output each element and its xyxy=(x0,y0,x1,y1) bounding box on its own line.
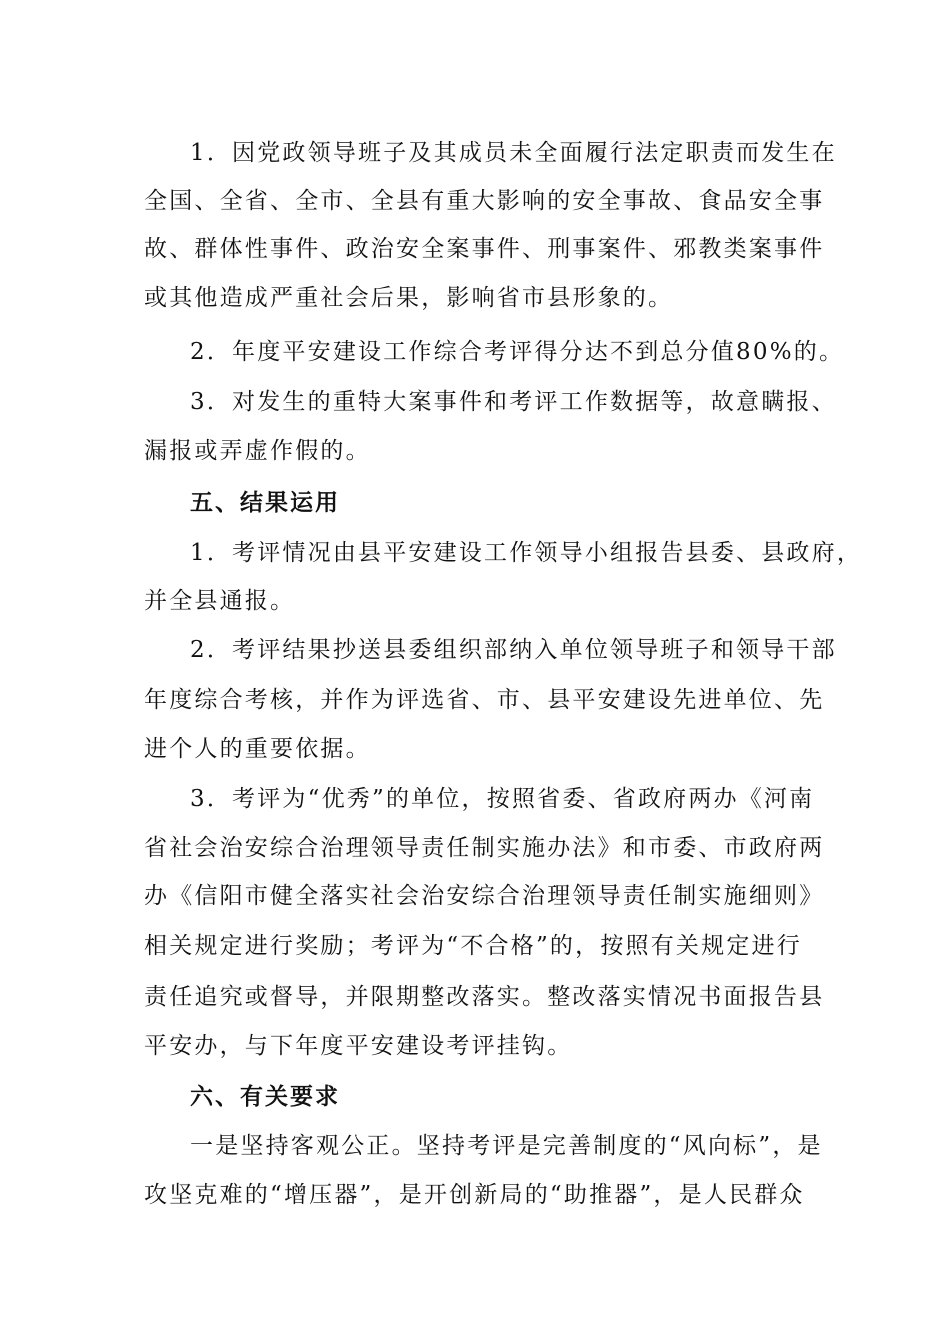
paragraph-line-15: 省社会治安综合治理领导责任制实施办法》和市委、市政府两 xyxy=(144,835,825,861)
paragraph-line-9: 1．考评情况由县平安建设工作领导小组报告县委、县政府， xyxy=(190,540,863,566)
paragraph-line-1: 1．因党政领导班子及其成员未全面履行法定职责而发生在 xyxy=(190,140,837,166)
paragraph-line-6: 3．对发生的重特大案事件和考评工作数据等，故意瞒报、 xyxy=(190,389,837,415)
paragraph-line-4: 或其他造成严重社会后果，影响省市县形象的。 xyxy=(144,285,674,311)
paragraph-line-12: 年度综合考核，并作为评选省、市、县平安建设先进单位、先 xyxy=(144,687,825,713)
paragraph-line-10: 并全县通报。 xyxy=(144,588,296,614)
paragraph-line-22: 攻坚克难的“增压器”，是开创新局的“助推器”，是人民群众 xyxy=(144,1182,805,1208)
paragraph-line-3: 故、群体性事件、政治安全案事件、刑事案件、邪教类案事件 xyxy=(144,236,825,262)
paragraph-line-14: 3．考评为“优秀”的单位，按照省委、省政府两办《河南 xyxy=(190,786,815,812)
paragraph-line-18: 责任追究或督导，并限期整改落实。整改落实情况书面报告县 xyxy=(144,984,825,1010)
paragraph-line-2: 全国、全省、全市、全县有重大影响的安全事故、食品安全事 xyxy=(144,188,825,214)
paragraph-line-19: 平安办，与下年度平安建设考评挂钩。 xyxy=(144,1033,573,1059)
paragraph-line-7: 漏报或弄虚作假的。 xyxy=(144,438,371,464)
section-heading-results: 五、结果运用 xyxy=(190,489,340,516)
paragraph-line-16: 办《信阳市健全落实社会治安综合治理领导责任制实施细则》 xyxy=(144,883,825,909)
paragraph-line-13: 进个人的重要依据。 xyxy=(144,736,371,762)
paragraph-line-21: 一是坚持客观公正。坚持考评是完善制度的“风向标”，是 xyxy=(190,1133,823,1159)
paragraph-line-17: 相关规定进行奖励；考评为“不合格”的，按照有关规定进行 xyxy=(144,933,802,959)
paragraph-line-5: 2．年度平安建设工作综合考评得分达不到总分值80%的。 xyxy=(190,339,845,365)
section-heading-requirements: 六、有关要求 xyxy=(190,1083,340,1110)
paragraph-line-11: 2．考评结果抄送县委组织部纳入单位领导班子和领导干部 xyxy=(190,637,837,663)
